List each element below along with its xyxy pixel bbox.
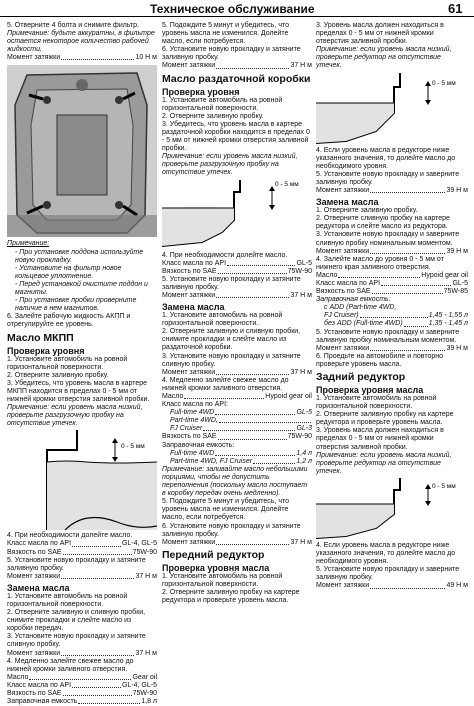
page-number: 61: [448, 1, 463, 16]
dot-leader: [216, 292, 289, 298]
paragraph: 4. Залейте масло до уровня 0 - 5 мм от нижнего края заливного отверстия.: [316, 255, 444, 271]
paragraph: 1. Отверните заливную пробку.: [316, 207, 418, 215]
spec-value: 1,2 л: [296, 457, 312, 465]
paragraph: 2. Отверните сливную пробку на картере редуктора и слейте масло из редуктора.: [316, 215, 450, 231]
spec-row: [7, 650, 157, 658]
paragraph: 3. Уровень масла должен находиться в пределах 0 - 5 мм от нижней кромки отверстия заливной пробки.: [316, 427, 444, 451]
dot-leader: [63, 549, 132, 555]
paragraph: 4. При необходимости долейте масло.: [7, 532, 133, 540]
spec-row: [316, 187, 468, 195]
subsection-heading-check: Проверка уровня: [162, 86, 240, 97]
subsection-heading-change: Замена масла: [316, 197, 379, 208]
paragraph: 1. Установите автомобиль на ровной горизонтальной поверхности.: [162, 96, 283, 112]
paragraph: 1. Установите автомобиль на ровной горизонтальной поверхности.: [316, 395, 437, 411]
spec-value: 1,45 - 1,55 л: [428, 312, 468, 320]
subsection-heading-rear-check: Проверка уровня масла: [316, 385, 424, 395]
spec-row: [7, 690, 157, 698]
oil-level-diagram: [316, 73, 468, 145]
spec-label: Масло: [162, 393, 184, 400]
list-item: [7, 240, 157, 329]
paragraph: Заправочная емкость:: [162, 441, 235, 449]
spec-label: Масло: [316, 271, 338, 279]
paragraph: Класс масла по API:: [162, 401, 228, 409]
dot-leader: [203, 425, 295, 431]
spec-row: [316, 272, 468, 280]
spec-value: 37 Н м: [290, 368, 312, 376]
spec-row: [316, 345, 468, 353]
spec-label: Момент затяжки: [162, 62, 216, 70]
paragraph: 3. Установите новую прокладку и заверните сливную пробку номинальным моментом.: [316, 231, 460, 247]
spec-label: Класс масла по API: [7, 681, 72, 689]
list-item: [316, 207, 468, 369]
paragraph: 3. Убедитесь, что уровень масла в картере МКПП находится в пределах 0 - 5 мм от нижней кромки отверстия заливной пробки.: [7, 379, 150, 403]
section-heading-front: Передний редуктор: [162, 548, 265, 561]
spec-row: [316, 288, 468, 296]
spec-label: Класс масла по API: [316, 279, 381, 287]
spec-value: GL-3: [296, 425, 312, 433]
paragraph: 1. Установите автомобиль на ровной горизонтальной поверхности.: [7, 355, 128, 371]
paragraph: 4. При необходимости долейте масло.: [162, 251, 288, 259]
dot-leader: [218, 433, 287, 439]
spec-label: FJ Cruiser: [170, 425, 203, 433]
spec-value: 37 Н м: [290, 291, 312, 299]
spec-value: 39 Н м: [446, 187, 468, 195]
spec-value: GL-4, GL-5: [121, 681, 157, 689]
spec-label: Момент затяжки: [162, 368, 216, 376]
paragraph: 5. Установите новую прокладку и затяните заливную пробку.: [162, 275, 301, 291]
paragraph: 6. Залейте рабочую жидкость АКПП и отрегулируйте ее уровень.: [7, 313, 131, 329]
spec-value: GL-5: [452, 279, 468, 287]
spec-value: 75W-90: [132, 548, 157, 556]
spec-value: 1,4 л: [296, 449, 312, 457]
paragraph: 3. Установите новую прокладку и затяните сливную пробку.: [7, 633, 146, 649]
spec-value: 37 Н м: [135, 649, 157, 657]
spec-value: 37 Н м: [290, 62, 312, 70]
paragraph: Примечание: если уровень масла низкий, проверьте редуктор на отсутствие утечек.: [316, 451, 452, 475]
subsection-heading-check: Проверка уровня: [7, 345, 85, 356]
column-3: [316, 22, 468, 591]
spec-label: Момент затяжки: [316, 582, 370, 590]
paragraph: 4. Медленно залейте свежее масло до нижней кромки заливного отверстия.: [162, 376, 289, 392]
spec-row: [7, 682, 157, 690]
dot-leader: [253, 458, 295, 464]
paragraph: 2. Отверните заливную пробку.: [162, 112, 264, 120]
spec-value: 75W-90: [287, 433, 312, 441]
subsection-heading-change: Замена масла: [162, 302, 225, 313]
spec-label: Part-time 4WD, FJ Cruiser: [170, 457, 253, 465]
spec-value: 49 Н м: [446, 582, 468, 590]
paragraph: - При установке поддона используйте новую прокладку.: [15, 248, 144, 264]
dot-leader: [370, 582, 445, 588]
paragraph: 1. Установите автомобиль на ровной горизонтальной поверхности.: [162, 572, 283, 588]
dot-leader: [63, 690, 132, 696]
spec-row: [162, 450, 312, 458]
spec-value: Hypoid gear oil: [421, 271, 468, 279]
paragraph: - При установке пробки проверните наличие в нем магнитов.: [15, 297, 137, 313]
subsection-heading-change: Замена масла: [7, 582, 70, 593]
paragraph: - Установите на фильтр новое кольцевое уплотнение.: [15, 264, 122, 280]
spec-row: [162, 62, 312, 70]
dot-leader: [218, 268, 287, 274]
paragraph: 2. Отверните заливную пробку на картере редуктора и проверьте уровень масла.: [316, 411, 454, 427]
paragraph: 5. Отверните 4 болта и снимите фильтр.: [7, 22, 139, 29]
spec-label: Full-time 4WD: [170, 449, 215, 457]
spec-value: Hypoid gear oil: [265, 393, 312, 400]
spec-row: [316, 582, 468, 590]
spec-row: [7, 573, 157, 581]
paragraph: 2. Отверните заливную и сливную пробки, снимите прокладки и слейте масло из раздаточной коробки.: [162, 328, 301, 352]
spec-label: Вязкость по SAE: [7, 548, 62, 556]
spec-label: Part-time 4WD,: [170, 417, 218, 425]
paragraph: 2. Отверните заливную пробку.: [7, 371, 109, 379]
level-label: 0 - 5 мм: [275, 180, 299, 188]
page-title: Техническое обслуживание: [150, 2, 315, 16]
list-item: [162, 573, 312, 605]
spec-row: [162, 292, 312, 300]
spec-label: Класс масла по API: [162, 259, 227, 267]
spec-value: GL-5: [296, 409, 312, 417]
spec-row: [7, 54, 157, 62]
paragraph: Примечание: если уровень масла низкий, проверьте редуктор на отсутствие утечек.: [316, 46, 452, 70]
paragraph: Примечание: если уровень масла низкий, проверьте разгрузочную пробку на отсутствие утечек.: [7, 404, 143, 428]
spec-row: [316, 280, 468, 288]
spec-value: 75W-85: [443, 288, 468, 296]
paragraph: 5. Установите новую прокладку и заверните заливную пробку.: [316, 566, 460, 582]
spec-value: 10 Н м: [135, 54, 157, 62]
spec-label: Момент затяжки: [316, 247, 370, 255]
paragraph: - Перед установкой очистите поддон и магниты.: [15, 280, 148, 297]
paragraph: 4. Медленно залейте свежее масло до нижней кромки заливного отверстия.: [7, 657, 134, 673]
spec-row: [316, 320, 468, 328]
paragraph: с ADD (Part-time 4WD,: [324, 304, 397, 312]
spec-label: Момент затяжки: [7, 54, 61, 62]
page-header: [0, 0, 474, 17]
spec-value: 37 Н м: [290, 538, 312, 546]
spec-row: [7, 540, 157, 548]
spec-row: [162, 425, 312, 433]
list-item: [162, 312, 312, 547]
dot-leader: [184, 393, 264, 399]
dot-leader: [72, 682, 121, 688]
subsection-heading-front-check: Проверка уровня масла: [162, 562, 270, 573]
dot-leader: [370, 345, 445, 351]
column-1: [7, 22, 157, 706]
spec-label: Момент затяжки: [7, 572, 61, 580]
spec-row: [162, 539, 312, 547]
dot-leader: [61, 54, 134, 60]
oil-level-diagram: [316, 478, 468, 540]
dot-leader: [216, 369, 289, 375]
spec-row: [162, 369, 312, 377]
paragraph: 4. Если уровень масла в редукторе ниже указанного значения, то долейте масло до необходимого уровня.: [316, 146, 456, 170]
spec-value: 1,35 - 1,45 л: [428, 320, 468, 328]
spec-label: Вязкость по SAE: [162, 267, 217, 275]
spec-label: Заправочная емкость: [7, 698, 78, 706]
spec-row: [7, 549, 157, 557]
paragraph: Примечание: будьте аккуратны, в фильтре остается некоторое количество рабочей жидкости.: [7, 30, 155, 54]
paragraph: 5. Подождите 5 минут и убедитесь, что уровень масла не изменился. Долейте масло, если потребуется.: [162, 22, 289, 46]
dot-leader: [372, 288, 443, 294]
spec-row: [162, 393, 312, 401]
transmission-photo: [7, 65, 157, 237]
dot-leader: [404, 320, 428, 326]
paragraph: 1. Установите автомобиль на ровной горизонтальной поверхности.: [7, 592, 128, 608]
list-item: [7, 593, 157, 706]
spec-label: Масло: [7, 673, 29, 681]
paragraph: Заправочная емкость:: [316, 296, 391, 304]
spec-label: Момент затяжки: [162, 538, 216, 546]
list-item: [162, 252, 312, 301]
spec-label: Момент затяжки: [7, 649, 61, 657]
list-item: [7, 356, 157, 429]
spec-row: [162, 409, 312, 417]
spec-value: 75W-90: [287, 267, 312, 275]
spec-value: 37 Н м: [135, 572, 157, 580]
dot-leader: [370, 187, 445, 193]
dot-leader: [360, 312, 428, 318]
list-item: [316, 22, 468, 71]
paragraph: 1. Установите автомобиль на ровной горизонтальной поверхности.: [162, 312, 283, 328]
paragraph: 6. Установите новую прокладку и затяните заливную пробку.: [162, 46, 301, 62]
level-label: 0 - 5 мм: [432, 482, 456, 490]
paragraph: 5. Установите новую прокладку и затяните заливную пробку.: [7, 556, 146, 572]
level-label: 0 - 5 мм: [121, 443, 145, 451]
list-item: [316, 542, 468, 591]
spec-value: 39 Н м: [446, 247, 468, 255]
spec-value: 39 Н м: [446, 344, 468, 352]
dot-leader: [381, 280, 451, 286]
paragraph: Примечание: заливайте масло небольшими порциями, чтобы не допустить переполнения (поскольку масло поступает в коробку передач очень медленно).: [162, 465, 308, 498]
dot-leader: [216, 539, 289, 545]
dot-leader: [29, 674, 131, 680]
dot-leader: [61, 573, 134, 579]
list-item: [162, 22, 312, 71]
spec-row: [162, 458, 312, 466]
paragraph: 3. Уровень масла должен находиться в пределах 0 - 5 мм от нижней кромки отверстия заливной пробки.: [316, 22, 444, 46]
spec-label: Вязкость по SAE: [162, 433, 217, 441]
paragraph: 5. Установите новую прокладку и заверните заливную пробку.: [316, 170, 460, 186]
dot-leader: [227, 260, 295, 266]
spec-value: 75W-90: [132, 690, 157, 698]
spec-row: [162, 268, 312, 276]
column-2: [162, 22, 312, 605]
spec-label: FJ Cruiser): [324, 312, 359, 320]
spec-label: без ADD (Full-time 4WD): [324, 320, 403, 328]
paragraph: Примечание: если уровень масла низкий, проверьте разгрузочную пробку на отсутствие утечек.: [162, 153, 298, 177]
spec-row: [316, 248, 468, 256]
list-item: [7, 22, 157, 62]
spec-row: [7, 698, 157, 706]
spec-row: [162, 433, 312, 441]
dot-leader: [215, 450, 295, 456]
spec-label: Момент затяжки: [162, 291, 216, 299]
dot-leader: [338, 272, 420, 278]
section-heading-transfer: Масло раздаточной коробки: [162, 72, 311, 85]
dot-leader: [219, 417, 311, 423]
paragraph: 5. Подождите 5 минут и убедитесь, что уровень масла не изменился. Долейте масло, если потребуется.: [162, 498, 289, 522]
paragraph: 2. Отверните заливную и сливную пробки, снимите прокладки и слейте масло из коробки передач.: [7, 609, 146, 633]
paragraph: 5. Установите новую прокладку и заверните заливную пробку номинальным моментом.: [316, 328, 460, 344]
paragraph: 3. Установите новую прокладку и затяните сливную пробку.: [162, 352, 301, 368]
spec-value: 1,8 л: [141, 698, 157, 706]
list-item: [316, 147, 468, 196]
section-heading-rear: Задний редуктор: [316, 371, 406, 383]
spec-label: Класс масла по API: [7, 540, 72, 548]
paragraph: 4. Если уровень масла в редукторе ниже указанного значения, то долейте масло до необходимого уровня.: [316, 541, 456, 566]
paragraph: Примечание:: [7, 240, 50, 248]
paragraph: 3. Убедитесь, что уровень масла в картере раздаточной коробки находится в пределах 0 - 5 мм от нижней кромки отверстия заливной пробки.: [162, 120, 310, 153]
dot-leader: [216, 62, 289, 68]
spec-row: [7, 674, 157, 682]
dot-leader: [61, 650, 134, 656]
level-label: 0 - 5 мм: [432, 79, 456, 87]
spec-value: Gear oil: [132, 673, 157, 681]
spec-label: Full-time 4WD: [170, 409, 215, 417]
section-heading-mkpp: Масло МКПП: [7, 331, 74, 344]
spec-value: GL-5: [296, 259, 312, 267]
spec-label: Момент затяжки: [316, 344, 370, 352]
paragraph: 6. Установите новую прокладку и затяните заливную пробку.: [162, 522, 301, 538]
oil-level-diagram: [162, 180, 312, 250]
spec-label: Момент затяжки: [316, 187, 370, 195]
spec-row: [162, 417, 312, 425]
list-item: [7, 532, 157, 581]
spec-label: Вязкость по SAE: [316, 288, 371, 296]
dot-leader: [72, 540, 121, 546]
dot-leader: [78, 698, 140, 704]
list-item: [162, 97, 312, 178]
dot-leader: [370, 248, 445, 254]
paragraph: 2. Отверните заливную пробку на картере редуктора и проверьте уровень масла.: [162, 588, 300, 605]
spec-value: GL-4, GL-5: [121, 540, 157, 548]
dot-leader: [215, 409, 295, 415]
list-item: [316, 395, 468, 476]
spec-label: Вязкость по SAE: [7, 690, 62, 698]
spec-row: [162, 260, 312, 268]
oil-level-diagram: [7, 430, 157, 530]
paragraph: 6. Проедьте на автомобиле и повторно проверьте уровень масла.: [316, 352, 443, 368]
